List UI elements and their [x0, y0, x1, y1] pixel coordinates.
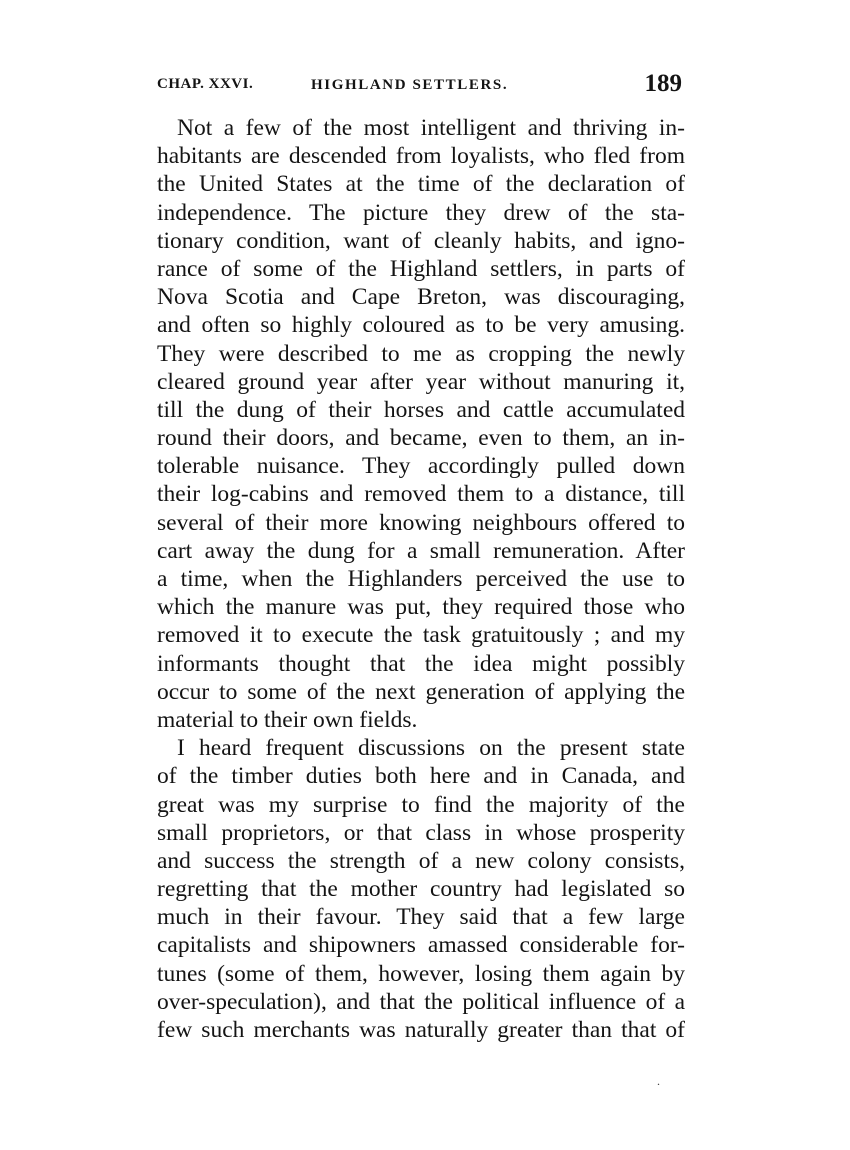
text-line: tionary condition, want of cleanly habits, and igno- [157, 227, 685, 254]
chapter-label: CHAP. XXVI. [157, 76, 254, 92]
text-line: Nova Scotia and Cape Breton, was discouraging, [157, 284, 685, 311]
text-line: their log-cabins and removed them to a distance, till [157, 481, 685, 508]
text-line: removed it to execute the task gratuitously ; and my [157, 622, 685, 649]
text-line: cleared ground year after year without manuring it, [157, 368, 685, 395]
paragraph-2 [157, 734, 685, 1044]
body-text [157, 114, 685, 1044]
text-line: round their doors, and became, even to them, an in- [157, 425, 685, 452]
running-title: HIGHLAND SETTLERS. [311, 77, 509, 93]
text-line: much in their favour. They said that a few large [157, 904, 685, 931]
text-line: independence. The picture they drew of the sta- [157, 199, 685, 226]
text-line: several of their more knowing neighbours offered to [157, 509, 685, 536]
text-line: of the timber duties both here and in Canada, and [157, 763, 685, 790]
text-line: small proprietors, or that class in whose prosperity [157, 819, 685, 846]
footer-mark: . [657, 1074, 660, 1088]
text-line: material to their own fields. [157, 706, 418, 733]
text-line: and success the strength of a new colony consists, [157, 847, 685, 874]
text-line: regretting that the mother country had legislated so [157, 876, 685, 903]
text-line: a time, when the Highlanders perceived the use to [157, 566, 685, 592]
text-line: great was my surprise to find the majority of the [157, 791, 685, 818]
page-number: 189 [644, 70, 682, 97]
text-line: over-speculation), and that the political influence of a [157, 988, 685, 1015]
text-line: informants thought that the idea might possibly [157, 650, 685, 677]
text-line: till the dung of their horses and cattle accumulated [157, 396, 685, 423]
text-line: tunes (some of them, however, losing them again by [157, 960, 685, 987]
text-line: tolerable nuisance. They accordingly pulled down [157, 453, 685, 480]
text-line: rance of some of the Highland settlers, in parts of [157, 255, 685, 282]
text-line: They were described to me as cropping the newly [157, 340, 685, 367]
text-line: Not a few of the most intelligent and thriving in- [177, 115, 685, 141]
text-line: habitants are descended from loyalists, who fled from [157, 143, 685, 170]
text-line: occur to some of the next generation of applying the [157, 678, 685, 705]
text-line: which the manure was put, they required those who [157, 594, 685, 621]
text-line: I heard frequent discussions on the present state [177, 735, 685, 762]
text-line: the United States at the time of the declaration of [157, 171, 685, 198]
text-line: few such merchants was naturally greater than that of [157, 1017, 685, 1043]
text-line: and often so highly coloured as to be very amusing. [157, 312, 685, 339]
text-line: cart away the dung for a small remuneration. After [157, 537, 685, 564]
paragraph-1 [157, 114, 685, 734]
text-line: capitalists and shipowners amassed considerable for- [157, 932, 685, 959]
running-head [157, 70, 685, 100]
